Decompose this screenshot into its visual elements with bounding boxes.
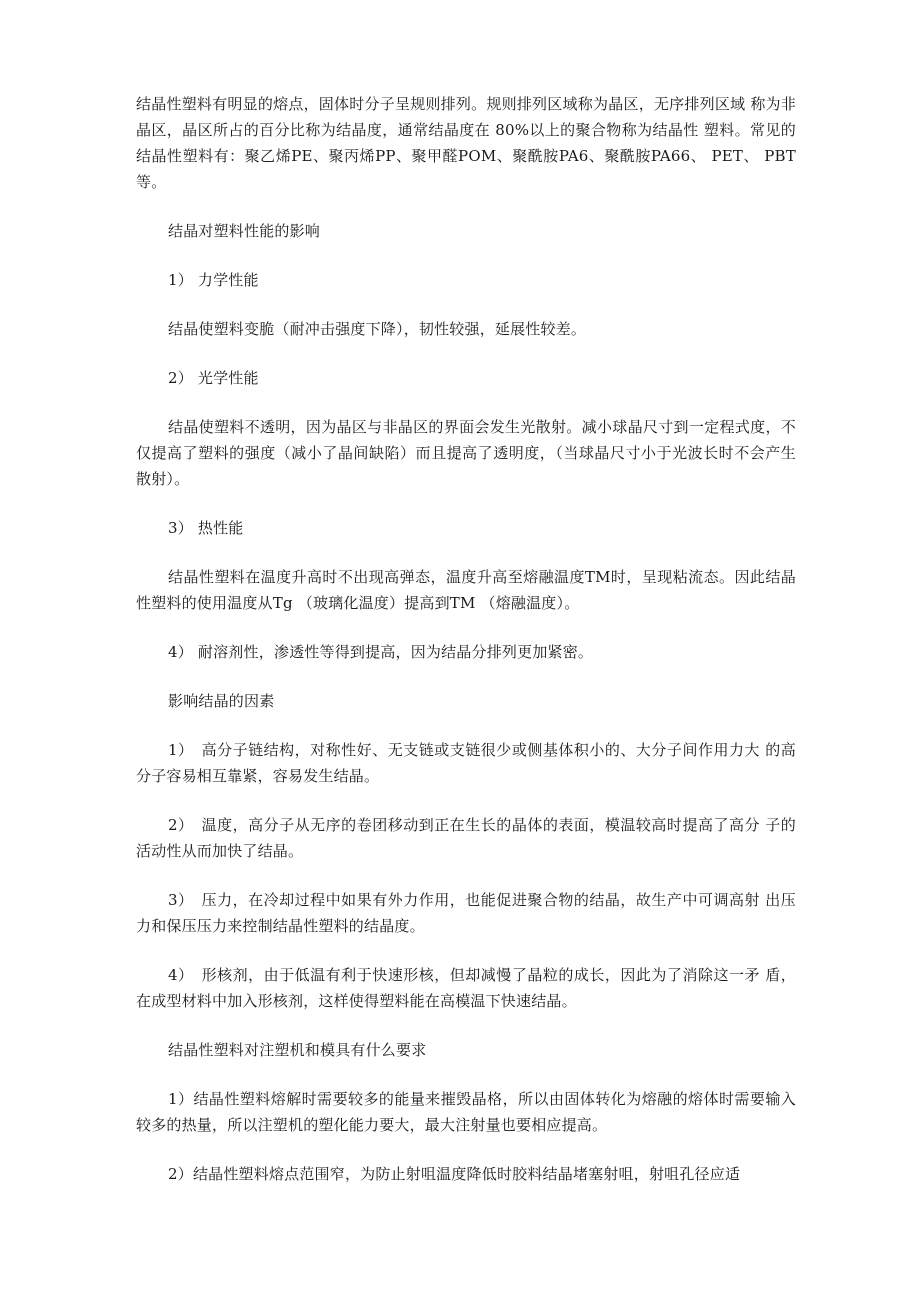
- subheading-mechanical-properties: 1） 力学性能: [168, 271, 259, 289]
- paragraph-optical: 结晶使塑料不透明，因为晶区与非晶区的界面会发生光散射。减小球晶尺寸到一定程式度，不仅提高了塑料的强度（减小了晶间缺陷）而且提高了透明度，（当球晶尺寸小于光波长时不会产生散射）。: [136, 418, 796, 488]
- intro-paragraph: 结晶性塑料有明显的熔点，固体时分子呈规则排列。规则排列区域称为晶区，无序排列区域 称为非晶区，晶区所占的百分比称为结晶度，通常结晶度在 80%以上的聚合物称为结晶性 塑料。常见的结晶性塑料有：聚乙烯PE、聚丙烯PP、聚甲醛POM、聚酰胺PA6、聚酰胺PA66、 PET、 PBT 等。: [136, 95, 796, 191]
- list-item-pressure: 3） 压力，在冷却过程中如果有外力作用，也能促进聚合物的结晶，故生产中可调高射 出压力和保压压力来控制结晶性塑料的结晶度。: [136, 891, 796, 935]
- section-heading-crystallization-effects: 结晶对塑料性能的影响: [168, 222, 321, 240]
- list-item-nucleating-agent: 4） 形核剂，由于低温有利于快速形核，但却减慢了晶粒的成长，因此为了消除这一矛 盾，在成型材料中加入形核剂，这样使得塑料能在高模温下快速结晶。: [136, 966, 796, 1010]
- list-item-nozzle: 2）结晶性塑料熔点范围窄，为防止射咀温度降低时胶料结晶堵塞射咀，射咀孔径应适: [168, 1165, 741, 1183]
- section-heading-crystallization-factors: 影响结晶的因素: [168, 692, 275, 710]
- subheading-optical-properties: 2） 光学性能: [168, 369, 259, 387]
- document-body: [136, 91, 796, 1210]
- paragraph-thermal: 结晶性塑料在温度升高时不出现高弹态，温度升高至熔融温度TM时，呈现粘流态。因此结晶性塑料的使用温度从Tg （玻璃化温度）提高到TM （熔融温度）。: [136, 568, 796, 612]
- list-item-temperature: 2） 温度，高分子从无序的卷团移动到正在生长的晶体的表面，模温较高时提高了高分 子的活动性从而加快了结晶。: [136, 816, 796, 860]
- section-heading-machine-requirements: 结晶性塑料对注塑机和模具有什么要求: [168, 1041, 427, 1059]
- paragraph-solvent-resistance: 4） 耐溶剂性，渗透性等得到提高，因为结晶分排列更加紧密。: [168, 643, 594, 661]
- list-item-chain-structure: 1） 高分子链结构，对称性好、无支链或支链很少或侧基体积小的、大分子间作用力大 的高分子容易相互靠紧，容易发生结晶。: [136, 741, 796, 785]
- subheading-thermal-properties: 3） 热性能: [168, 519, 244, 537]
- paragraph-mechanical: 结晶使塑料变脆（耐冲击强度下降），韧性较强，延展性较差。: [168, 320, 587, 338]
- list-item-plasticizing-capacity: 1）结晶性塑料熔解时需要较多的能量来摧毁晶格，所以由固体转化为熔融的熔体时需要输入较多的热量，所以注塑机的塑化能力要大，最大注射量也要相应提高。: [136, 1090, 796, 1134]
